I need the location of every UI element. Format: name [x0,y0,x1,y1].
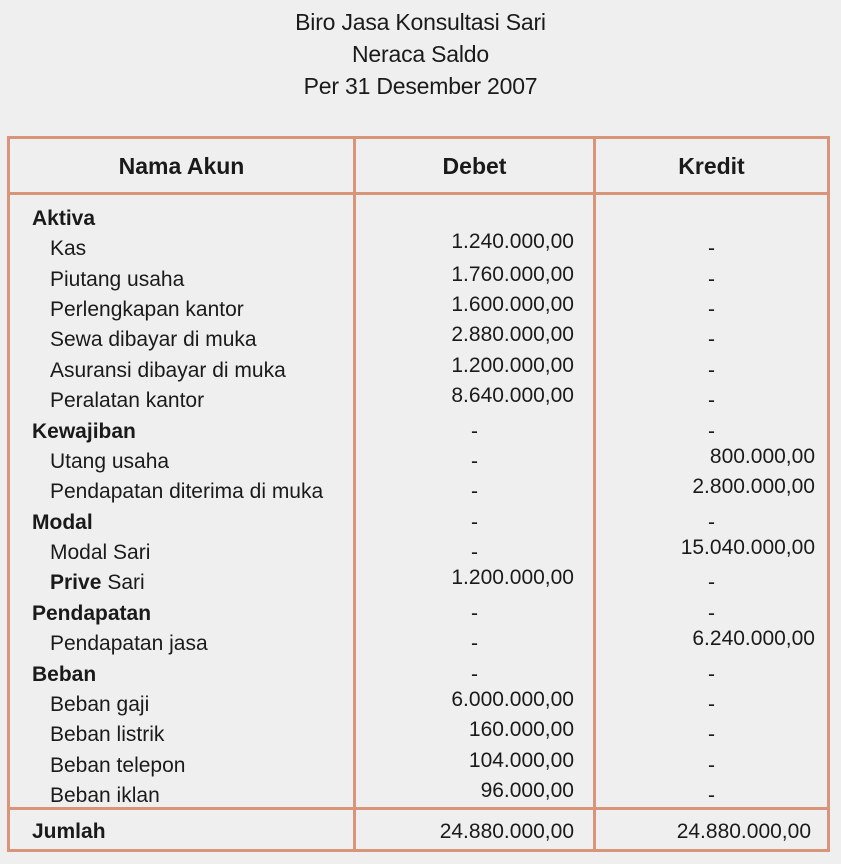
credit-value: 15.040.000,00 [680,536,815,559]
credit-value: - [708,723,715,746]
credit-value: - [708,693,715,716]
total-credit: 24.880.000,00 [676,820,811,843]
debit-value: 2.880.000,00 [451,323,574,346]
account-name [50,568,145,598]
debit-value: 104.000,00 [468,749,574,772]
debit-value: - [471,480,478,503]
credit-value: - [708,420,715,443]
debit-value: - [471,632,478,655]
account-name: Peralatan kantor [50,389,205,412]
credit-value: - [708,571,715,594]
credit-value: 800.000,00 [709,445,815,468]
group-name: Modal [32,511,93,534]
debit-value: 1.200.000,00 [451,566,574,589]
debit-value: 1.240.000,00 [451,230,574,253]
credit-value: - [708,328,715,351]
account-row [10,629,827,659]
group-name: Pendapatan [32,602,152,625]
group-name: Beban [32,663,97,686]
group-name: Aktiva [32,207,96,230]
group-name: Kewajiban [32,420,136,443]
report-name: Neraca Saldo [352,41,489,67]
header-divider [10,192,827,195]
total-label: Jumlah [32,820,106,843]
account-row [10,568,827,598]
column-header-account: Nama Akun [118,153,245,179]
credit-value: - [708,784,715,807]
account-name: Sewa dibayar di muka [50,328,257,351]
total-debit: 24.880.000,00 [439,820,574,843]
credit-value: - [708,237,715,260]
account-row [10,477,827,507]
debit-value: 96.000,00 [480,779,574,802]
account-name: Utang usaha [50,450,170,473]
debit-value: 1.600.000,00 [451,293,574,316]
account-name: Asuransi dibayar di muka [50,359,286,382]
report-period: Per 31 Desember 2007 [303,73,538,99]
account-name: Perlengkapan kantor [50,298,244,321]
debit-value: - [471,663,478,686]
account-name: Pendapatan diterima di muka [50,480,324,503]
credit-value: - [708,511,715,534]
debit-value: - [471,420,478,443]
account-name: Piutang usaha [50,268,185,291]
debit-value: 1.200.000,00 [451,354,574,377]
trial-balance-table [7,136,830,852]
credit-value: - [708,268,715,291]
credit-value: - [708,754,715,777]
credit-value: - [708,663,715,686]
debit-value: 6.000.000,00 [451,688,574,711]
debit-value: - [471,450,478,473]
credit-value: - [708,602,715,625]
account-name: Modal Sari [50,541,151,564]
total-row [10,817,827,847]
credit-value: 6.240.000,00 [692,627,815,650]
account-row [10,386,827,416]
account-name: Beban telepon [50,754,186,777]
debit-value: - [471,541,478,564]
company-name: Biro Jasa Konsultasi Sari [295,9,546,35]
credit-value: - [708,389,715,412]
credit-value: - [708,298,715,321]
account-name: Kas [50,237,87,260]
report-title-block [0,6,841,102]
column-header-debit: Debet [442,153,507,179]
debit-value: 8.640.000,00 [451,384,574,407]
account-name: Beban listrik [50,723,165,746]
account-row [10,781,827,811]
debit-value: 1.760.000,00 [451,263,574,286]
account-name: Beban gaji [50,693,150,716]
credit-value: 2.800.000,00 [692,475,815,498]
debit-value: - [471,511,478,534]
account-name-rest: Sari [107,571,145,594]
account-name: Pendapatan jasa [50,632,208,655]
account-name-prefix: Prive [50,571,102,594]
column-header-credit: Kredit [678,153,745,179]
debit-value: 160.000,00 [468,718,574,741]
credit-value: - [708,359,715,382]
account-name: Beban iklan [50,784,160,807]
debit-value: - [471,602,478,625]
